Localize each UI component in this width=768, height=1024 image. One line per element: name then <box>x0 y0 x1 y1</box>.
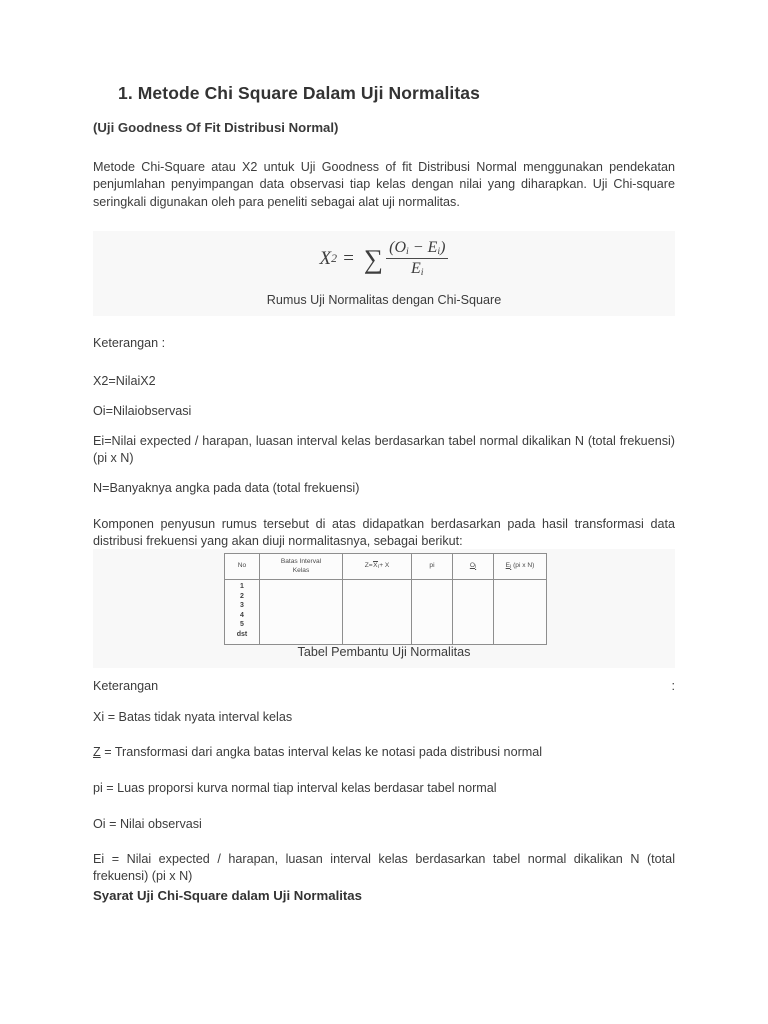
td-row-numbers <box>225 580 260 645</box>
keterangan-item-n: N=Banyaknya angka pada data (total frekuensi) <box>93 480 360 495</box>
keterangan-label-2: Keterangan <box>93 679 159 693</box>
table-caption: Tabel Pembantu Uji Normalitas <box>297 645 471 659</box>
keterangan2-item-oi: Oi = Nilai observasi <box>93 816 202 831</box>
keterangan-item-ei: Ei=Nilai expected / harapan, luasan interval kelas berdasarkan tabel normal dikalikan N (total frekuensi) (pi x N) <box>93 433 675 466</box>
keterangan2-item-xi: Xi = Batas tidak nyata interval kelas <box>93 709 293 724</box>
numerator-e: E <box>427 239 438 256</box>
keterangan2-item-z <box>93 744 675 762</box>
keterangan-label-1: Keterangan : <box>93 335 166 350</box>
th-no: No <box>225 554 260 580</box>
th-ei-suffix: (pi x N) <box>511 561 535 569</box>
td-oi-empty <box>453 580 494 645</box>
helper-table <box>224 553 547 645</box>
formula-lhs: X <box>319 247 332 269</box>
keterangan-item-oi: Oi=Nilaiobservasi <box>93 403 192 418</box>
numerator-minus: − <box>412 239 424 256</box>
th-z-suffix: + X <box>379 561 390 569</box>
numerator-o: O <box>394 239 407 256</box>
komponen-paragraph: Komponen penyusun rumus tersebut di atas didapatkan berdasarkan pada hasil transformasi data distribusi frekuensi yang akan diuji normalitasnya, sebagai berikut: <box>93 516 675 549</box>
summation-icon: ∑ <box>363 244 384 275</box>
th-batas-interval-kelas <box>260 554 343 580</box>
row-number: 3 <box>240 602 244 610</box>
denominator-e-sub: i <box>420 267 424 279</box>
formula-fraction <box>386 239 448 278</box>
section-heading-syarat: Syarat Uji Chi-Square dalam Uji Normalitas <box>93 888 362 903</box>
th-ei-symbol: E <box>505 561 511 569</box>
row-number: dst <box>236 630 248 638</box>
numerator-e-sub: i <box>437 246 441 258</box>
denominator-e: E <box>411 260 421 278</box>
th-z <box>343 554 412 580</box>
numerator-o-sub: i <box>406 246 409 258</box>
th-z-xbar: X <box>373 561 378 569</box>
keterangan-item-x2: X2=NilaiX2 <box>93 373 156 388</box>
keterangan2-item-ei: Ei = Nilai expected / harapan, luasan interval kelas berdasarkan tabel normal dikalikan N (total frekuensi) (pi x N) <box>93 851 675 884</box>
helper-table-body <box>225 580 547 645</box>
page-title: 1. Metode Chi Square Dalam Uji Normalitas <box>118 83 480 103</box>
helper-table-figure <box>93 549 675 668</box>
td-z-empty <box>343 580 412 645</box>
keterangan-label-2-row <box>93 678 675 696</box>
formula-caption: Rumus Uji Normalitas dengan Chi-Square <box>266 293 502 307</box>
keterangan2-item-pi: pi = Luas proporsi kurva normal tiap interval kelas berdasar tabel normal <box>93 780 497 795</box>
keterangan2-z-rest: = Transformasi dari angka batas interval kelas ke notasi pada distribusi normal <box>100 744 543 759</box>
row-number: 2 <box>240 592 244 600</box>
paren-close: ) <box>440 239 446 256</box>
th-ei-sub: i <box>510 563 512 570</box>
helper-table-wrapper <box>224 553 540 645</box>
intro-paragraph: Metode Chi-Square atau X2 untuk Uji Goodness of fit Distribusi Normal menggunakan pendekatan penjumlahan penyimpangan data observasi tiap kelas dengan nilai yang diharapkan. Uji Chi-square seringkali digunakan oleh para peneliti sebagai alat uji normalitas. <box>93 159 675 209</box>
row-number: 5 <box>240 621 244 629</box>
td-pi-empty <box>412 580 453 645</box>
th-oi <box>453 554 494 580</box>
formula-figure <box>93 231 675 316</box>
keterangan2-z-symbol: Z <box>93 744 101 759</box>
paren-open: ( <box>389 239 395 256</box>
helper-table-head <box>225 554 547 580</box>
th-z-prefix: Z= <box>364 561 373 569</box>
th-ei <box>494 554 547 580</box>
formula-denominator <box>408 259 427 278</box>
keterangan-trailing-colon: : <box>671 679 675 693</box>
th-oi-sub: i <box>474 563 477 570</box>
helper-table-header-row <box>225 554 547 580</box>
th-bik-line2: Kelas <box>292 566 310 574</box>
th-bik-line1: Batas Interval <box>280 558 322 565</box>
th-oi-symbol: O <box>469 561 475 569</box>
td-ei-empty <box>494 580 547 645</box>
row-number: 1 <box>240 583 244 590</box>
document-subtitle: (Uji Goodness Of Fit Distribusi Normal) <box>93 120 339 135</box>
row-number: 4 <box>240 611 244 619</box>
formula-numerator <box>386 239 448 259</box>
th-z-xbar-sub: i <box>378 563 380 570</box>
th-pi: pi <box>412 554 453 580</box>
formula-exponent: 2 <box>331 251 338 265</box>
formula-equals: = <box>342 247 355 269</box>
td-batas-interval-kelas-empty <box>260 580 343 645</box>
table-row <box>225 580 547 645</box>
chi-square-formula <box>93 239 675 278</box>
